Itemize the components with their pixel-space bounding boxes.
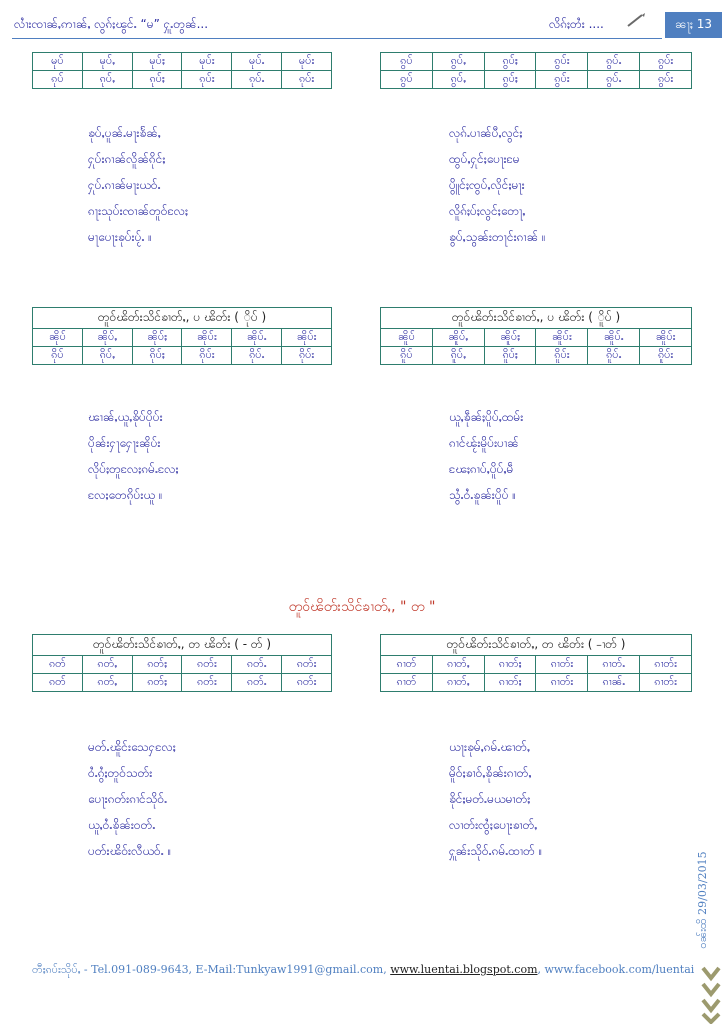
- table-cell: ၵတ်ႈ: [132, 674, 182, 692]
- table-cell: ၵတ်း: [182, 656, 232, 674]
- table-cell: ၵၢတ်ႇ: [432, 674, 484, 692]
- verse-line: လုၵ်ႉပၢၼ်ပီႇလွင်ႈ: [449, 126, 523, 140]
- table-cell: ၵၢတ်း: [536, 674, 588, 692]
- table-cell: ၵုပ်း: [182, 71, 232, 89]
- table-cell: ၵွပ်း: [640, 53, 692, 71]
- table-cell: ၵုပ်ႉ: [232, 71, 282, 89]
- verse-line: ဝႆႉၵွႆႈတူဝ်သတ်း: [88, 766, 153, 780]
- table-row: [33, 71, 332, 89]
- table-cell: ၵၢၼ်ႉ: [588, 674, 640, 692]
- table-cell: မုပ်း: [182, 53, 232, 71]
- table-mid-left: [32, 307, 332, 365]
- table-top-right: [380, 52, 692, 89]
- table-cell: ၵွပ်ႈ: [484, 53, 536, 71]
- table-cell: ၵိူပ်: [381, 347, 433, 365]
- table-cell: ၵၢတ်ႇ: [432, 656, 484, 674]
- table-title-row: [381, 635, 692, 656]
- table-title-row: [33, 635, 332, 656]
- table-cell: ၼိူပ်း: [536, 329, 588, 347]
- table-cell: ၵိူပ်း: [536, 347, 588, 365]
- verse-3-left: [88, 734, 176, 864]
- table-title: တူဝ်ၽိတ်းသိင်ၶၢတ်ႇ, ပ ၽိတ်း ( ိုပ် ): [33, 308, 332, 329]
- table-mid-right: [380, 307, 692, 365]
- verse-line: ပွိူင်ႈၸွပ်ႇလိုင်ႈမႃး: [449, 178, 525, 192]
- table-cell: ၵၢတ်း: [640, 674, 692, 692]
- table-cell: ၼိုပ်: [33, 329, 83, 347]
- table-cell: ၵၢတ်ႈ: [484, 656, 536, 674]
- table-cell: ၵတ်း: [282, 656, 332, 674]
- table-cell: ၵုပ်: [33, 71, 83, 89]
- verse-line: ၽၢၼ်ႇယူႇၶိုပ်ပိုပ်း: [88, 410, 163, 424]
- verse-line: ယူႇၶဵုၼ်ႈပိူပ်ႇထမ်း: [449, 410, 524, 424]
- verse-line: ႁုပ်းၵၢၼ်လိူၼ်ၵိုင်ႈ: [88, 152, 166, 166]
- verse-line: ႁူၼ်းသိုဝ်ႉၵမ်ႉထၢတ် ။: [449, 844, 543, 858]
- verse-line: ပတ်းၽိဝ်းလီယဝ်ႉ ။: [88, 844, 172, 858]
- table-cell: ၵတ်း: [282, 674, 332, 692]
- verse-2-left: [88, 404, 179, 508]
- table-bot-right: [380, 634, 692, 692]
- table-cell: ၵွပ်း: [640, 71, 692, 89]
- verse-line: ယႃးၶုမ်ႇၵမ်ႉၽၢတ်ႇ: [449, 740, 530, 754]
- footer: [32, 963, 694, 979]
- table-cell: ၵိုပ်ႇ: [82, 347, 132, 365]
- chevron-down-icon: [700, 962, 722, 1024]
- page-number-badge: ၼႃႈ 13: [665, 12, 722, 38]
- table-cell: ၵတ်း: [182, 674, 232, 692]
- side-date: [684, 840, 724, 960]
- table-row: [33, 329, 332, 347]
- table-bot-left: [32, 634, 332, 692]
- table-cell: ၵၢတ်ႉ: [588, 656, 640, 674]
- table-cell: ၵုပ်း: [282, 71, 332, 89]
- table-title-row: [33, 308, 332, 329]
- side-date-text: ဝၼ်းထိ 29/03/2015: [696, 851, 709, 949]
- header-title: လၢႆးၸၢၼ်ႇဢၢၼ်ႇ လွၵ်ႈၽွင်ႉ “မ” ႁူႉတွၼ်...: [14, 17, 209, 31]
- footer-contact: တီႈၵပ်းသိုပ်ႇ - Tel.091-089-9643, E-Mail:Tunkyaw1991@gmail.com,: [32, 963, 391, 976]
- table-cell: ၼိုပ်း: [182, 329, 232, 347]
- table-cell: ၼိုပ်ႈ: [132, 329, 182, 347]
- table-cell: ၵွပ်း: [536, 71, 588, 89]
- verse-line: ၶွပ်ႇသွၼ်းတႃင်းၵၢၼ် ။: [449, 230, 546, 244]
- verse-line: ပေႃးၵတ်းၵၢင်သိုဝ်ႉ: [88, 792, 168, 806]
- table-cell: ၵိူပ်ႇ: [432, 347, 484, 365]
- table-row: [381, 71, 692, 89]
- table-cell: ၼိုပ်ႉ: [232, 329, 282, 347]
- verse-line: ယူႇဝႆႉၶိုၼ်းဝတ်ႉ: [88, 818, 156, 832]
- table-cell: ၵိုပ်း: [182, 347, 232, 365]
- verse-line: ၶုပ်ႇပူၼ်ႉမႃးၶႅၼ်ႇ: [88, 126, 161, 140]
- table-cell: ၵွပ်ႈ: [484, 71, 536, 89]
- table-cell: ၼိူပ်: [381, 329, 433, 347]
- table-cell: ၵွပ်: [381, 53, 433, 71]
- table-row: [381, 329, 692, 347]
- verse-line: မတ်ႉၽိူင်းသေႁလႄႈ: [88, 740, 176, 754]
- verse-line: လၢတ်းၸွႆႈပေႃးၶၢတ်ႇ: [449, 818, 538, 832]
- table-cell: ၼိူပ်ႇ: [432, 329, 484, 347]
- table-row: [381, 656, 692, 674]
- verse-line: လႄႈတေၵိုပ်းယူ ။: [88, 488, 163, 502]
- table-cell: ၵိုပ်ႉ: [232, 347, 282, 365]
- table-cell: ၼိူပ်ႉ: [588, 329, 640, 347]
- table-cell: ၵိူပ်ႉ: [588, 347, 640, 365]
- table-cell: မုပ်း: [282, 53, 332, 71]
- verse-line: ၶိုင်ႈမတ်ႉမယမၢတ်ႈ: [449, 792, 531, 806]
- table-row: [33, 347, 332, 365]
- verse-line: ထွပ်ႇႁုင်ႈပေႃးမႄ: [449, 152, 520, 166]
- table-cell: ၵွပ်ႉ: [588, 53, 640, 71]
- table-title: တူဝ်ၽိတ်းသိင်ၶၢတ်ႇ, တ ၽိတ်း ( - တ် ): [33, 635, 332, 656]
- verse-line: ႁုပ်ႉၵၢၼ်မႃးယဝ်ႉ: [88, 178, 161, 192]
- table-cell: ၵတ်ႇ: [82, 674, 132, 692]
- table-cell: ၵတ်ႇ: [82, 656, 132, 674]
- table-cell: ၵၢတ်: [381, 656, 433, 674]
- table-cell: ၵွပ်ႇ: [432, 71, 484, 89]
- table-cell: ၵိူပ်း: [640, 347, 692, 365]
- table-cell: ၵိုပ်း: [282, 347, 332, 365]
- table-cell: မုပ်ႈ: [132, 53, 182, 71]
- table-cell: ၼိူပ်း: [640, 329, 692, 347]
- table-cell: ၵတ်ႈ: [132, 656, 182, 674]
- table-cell: ၼိူပ်ႈ: [484, 329, 536, 347]
- table-cell: ၵတ်: [33, 674, 83, 692]
- verse-3-right: [449, 734, 542, 864]
- table-cell: ၵၢတ်း: [536, 656, 588, 674]
- verse-line: လိူၵ်ႈပ်ႈလွင်ႈတေႃႇ: [449, 204, 526, 218]
- table-cell: ၵတ်ႉ: [232, 674, 282, 692]
- table-row: [381, 53, 692, 71]
- verse-line: မိူဝ်ႈၶၢဝ်ႇၶိုၼ်းၵၢတ်ႇ: [449, 766, 532, 780]
- verse-line: ၵႃးသုပ်းၸၢၼ်တူဝ်လႄႈ: [88, 204, 189, 218]
- table-cell: ၼိုပ်း: [282, 329, 332, 347]
- verse-line: သွႆႉဝႆႉၶူၼ်းပိူပ် ။: [449, 488, 516, 502]
- table-row: [381, 674, 692, 692]
- table-cell: ၵိုပ်ႈ: [132, 347, 182, 365]
- footer-facebook: , www.facebook.com/luentai: [537, 963, 695, 976]
- table-cell: ၼိုပ်ႇ: [82, 329, 132, 347]
- table-cell: ၵၢတ်ႈ: [484, 674, 536, 692]
- section-title: တူဝ်ၽိတ်းသိင်ၶၢတ်ႇ, " တ ": [288, 599, 436, 615]
- table-cell: ၵုပ်ႈ: [132, 71, 182, 89]
- header-label: လိၵ်ႈတႆး ....: [549, 17, 604, 31]
- verse-line: ၽႄႈၵၢပ်ႇပိူပ်ႇမဵ: [449, 462, 514, 476]
- table-title: တူဝ်ၽိတ်းသိင်ၶၢတ်ႇ, တ ၽိတ်း ( -ၢတ် ): [381, 635, 692, 656]
- verse-line: မႃပေႃးၶုပ်းပႂ်ႉ ။: [88, 230, 152, 244]
- table-cell: ၵွပ်ႉ: [588, 71, 640, 89]
- table-cell: ၵိူပ်ႈ: [484, 347, 536, 365]
- table-title-row: [381, 308, 692, 329]
- table-title: တူဝ်ၽိတ်းသိင်ၶၢတ်ႇ, ပ ၽိတ်း ( ိူပ် ): [381, 308, 692, 329]
- table-cell: ၵတ်ႉ: [232, 656, 282, 674]
- table-cell: ၵွပ်: [381, 71, 433, 89]
- verse-line: ၵၢင်ၽႂ်းမိူပ်းပၢၼ်: [449, 436, 519, 450]
- table-cell: မုပ်ႇ: [82, 53, 132, 71]
- verse-line: လိုပ်ႈတူလႄႈၵမ်ႉလႄႈ: [88, 462, 179, 476]
- table-row: [33, 674, 332, 692]
- table-cell: မုပ်ႉ: [232, 53, 282, 71]
- table-cell: ၵုပ်ႇ: [82, 71, 132, 89]
- table-cell: မုပ်: [33, 53, 83, 71]
- table-cell: ၵၢတ်: [381, 674, 433, 692]
- verse-1-right: [449, 120, 546, 250]
- table-cell: ၵတ်: [33, 656, 83, 674]
- table-row: [33, 53, 332, 71]
- table-cell: ၵွပ်ႇ: [432, 53, 484, 71]
- table-row: [33, 656, 332, 674]
- pencil-icon: [626, 12, 646, 28]
- verse-2-right: [449, 404, 523, 508]
- table-row: [381, 347, 692, 365]
- table-cell: ၵိုပ်: [33, 347, 83, 365]
- table-cell: ၵွပ်း: [536, 53, 588, 71]
- blog-link[interactable]: www.luentai.blogspot.com: [390, 963, 538, 976]
- header-divider: [12, 38, 662, 39]
- table-top-left: [32, 52, 332, 89]
- verse-1-left: [88, 120, 188, 250]
- table-cell: ၵၢတ်း: [640, 656, 692, 674]
- verse-line: ပိုၼ်းႁႃႁေႃးၼိုပ်း: [88, 436, 161, 450]
